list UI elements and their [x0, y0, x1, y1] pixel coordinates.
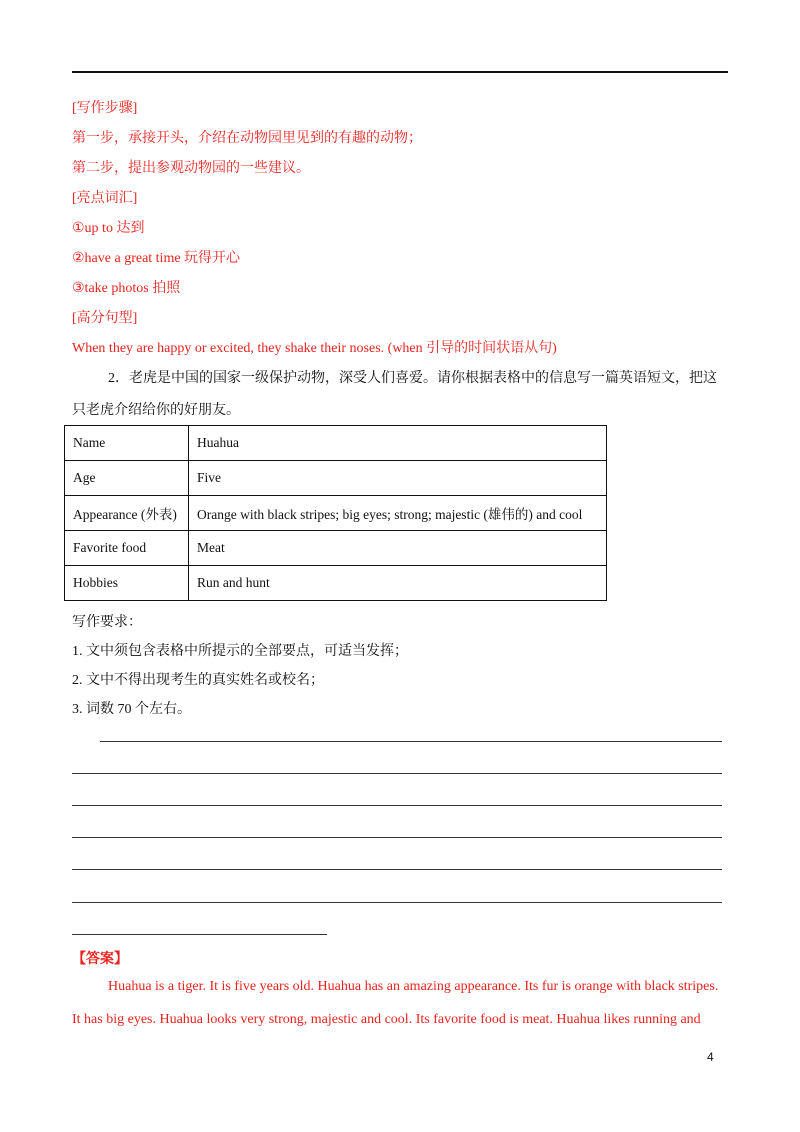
table-row: [65, 426, 607, 461]
question-2-line-2: 只老虎介绍给你的好朋友。: [72, 403, 240, 418]
writing-line[interactable]: [72, 773, 722, 774]
question-2-line-1: 2．老虎是中国的国家一级保护动物，深受人们喜爱。请你根据表格中的信息写一篇英语短文，把这: [108, 371, 717, 386]
steps-heading: [写作步骤]: [72, 101, 138, 116]
writing-line[interactable]: [72, 869, 722, 870]
page-number: 4: [707, 1050, 714, 1064]
writing-line[interactable]: [72, 902, 722, 903]
tiger-info-table: [64, 425, 607, 601]
table-value: Five: [189, 461, 607, 496]
table-value: Run and hunt: [189, 566, 607, 601]
table-key: Favorite food: [65, 531, 189, 566]
table-key: Age: [65, 461, 189, 496]
requirements-heading: 写作要求：: [72, 615, 142, 630]
writing-line[interactable]: [72, 805, 722, 806]
vocab-heading: [亮点词汇]: [72, 191, 138, 206]
writing-line[interactable]: [72, 837, 722, 838]
sentence-heading: [高分句型]: [72, 311, 138, 326]
table-value: Huahua: [189, 426, 607, 461]
table-key: Hobbies: [65, 566, 189, 601]
table-row: [65, 566, 607, 601]
requirement-item: 3. 词数 70 个左右。: [72, 702, 191, 717]
table-value: Orange with black stripes; big eyes; strong; majestic (雄伟的) and cool: [189, 496, 607, 531]
vocab-item: ③take photos 拍照: [72, 281, 181, 296]
table-row: [65, 496, 607, 531]
answer-line-1: Huahua is a tiger. It is five years old. Huahua has an amazing appearance. Its fur is orange with black stripes.: [108, 979, 719, 994]
vocab-item: ①up to 达到: [72, 221, 145, 236]
requirement-item: 1. 文中须包含表格中所提示的全部要点，可适当发挥；: [72, 644, 408, 659]
writing-line[interactable]: [72, 934, 327, 935]
vocab-item: ②have a great time 玩得开心: [72, 251, 241, 266]
answer-label: 【答案】: [72, 952, 128, 967]
step-1: 第一步，承接开头，介绍在动物园里见到的有趣的动物；: [72, 131, 422, 146]
table-key: Name: [65, 426, 189, 461]
table-row: [65, 461, 607, 496]
table-key: Appearance (外表): [65, 496, 189, 531]
step-2: 第二步，提出参观动物园的一些建议。: [72, 161, 310, 176]
sentence-text: When they are happy or excited, they shake their noses. (when 引导的时间状语从句): [72, 341, 557, 356]
requirement-item: 2. 文中不得出现考生的真实姓名或校名；: [72, 673, 324, 688]
table-row: [65, 531, 607, 566]
answer-line-2: It has big eyes. Huahua looks very strong, majestic and cool. Its favorite food is meat. Huahua likes running and: [72, 1012, 701, 1027]
writing-line[interactable]: [100, 741, 722, 742]
header-rule: [72, 71, 728, 73]
table-value: Meat: [189, 531, 607, 566]
